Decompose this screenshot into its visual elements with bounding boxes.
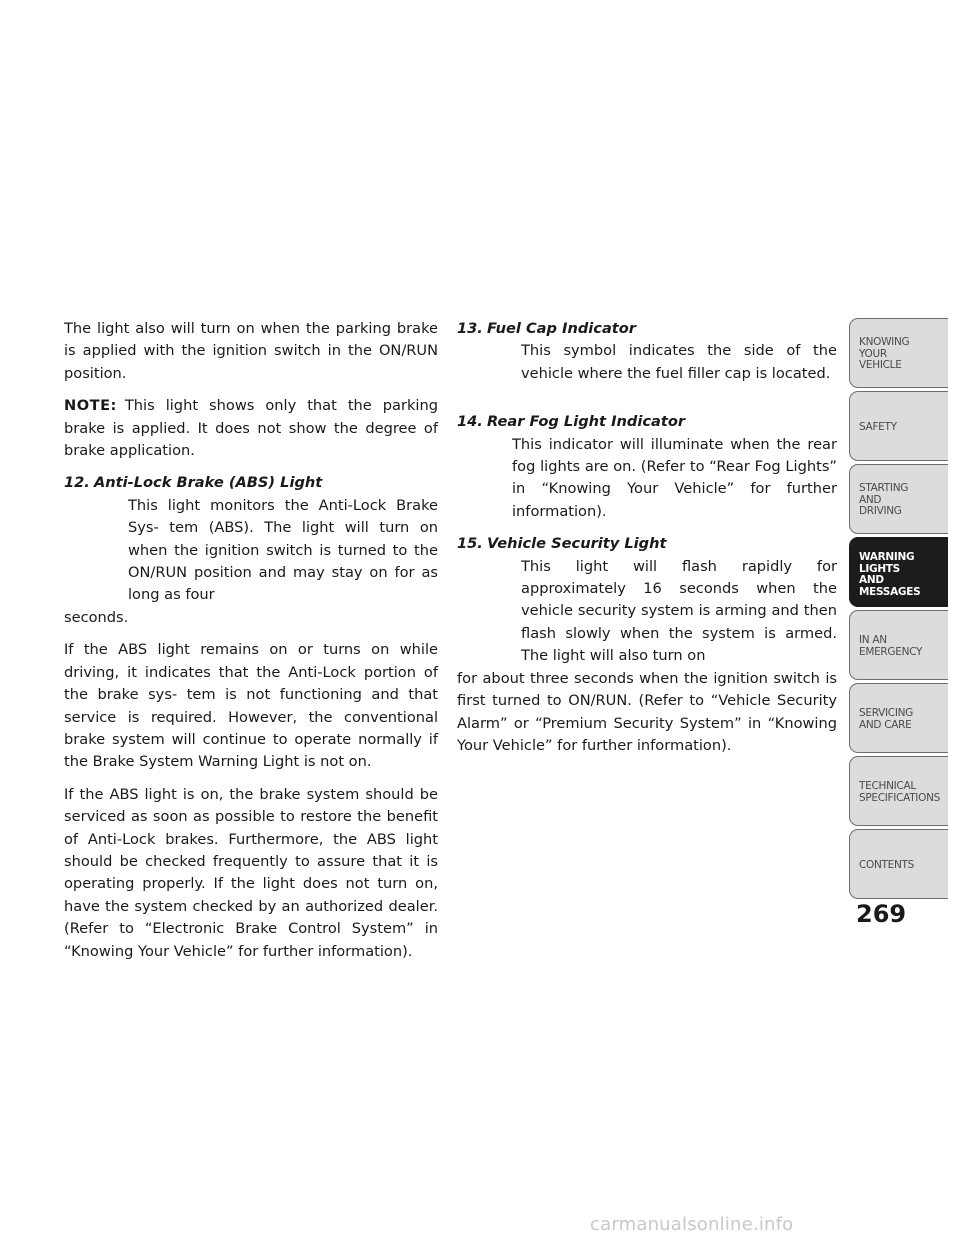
parking-brake-paragraph: The light also will turn on when the parking brake is applied with the ignition switch in the ON/RUN position. — [64, 320, 438, 382]
item-15-heading — [457, 533, 837, 555]
item-12-heading — [64, 472, 438, 494]
item-12-number: 12. — [64, 474, 90, 492]
item-13-body: This symbol indicates the side of the vehicle where the fuel filler cap is located. — [521, 342, 837, 382]
tab-knowing-your-vehicle[interactable]: KNOWING YOUR VEHICLE — [849, 318, 948, 388]
item-15-body: This light will flash rapidly for approximately 16 seconds when the vehicle security system is arming and then flash slowly when the system is armed. The light will also turn on — [521, 557, 837, 665]
abs-paragraph-1: If the ABS light remains on or turns on while driving, it indicates that the Anti-Lock portion of the brake sys- tem is not functioning and that service is required. However, the conventional brake system will continue to operate normally if the Brake System Warning Light is not on. — [64, 641, 438, 771]
chapter-tabs — [849, 318, 948, 902]
item-13-heading — [457, 318, 837, 340]
item-13-number: 13. — [457, 320, 483, 337]
tab-in-an-emergency[interactable]: IN AN EMERGENCY — [849, 610, 948, 680]
watermark: carmanualsonline.info — [590, 1214, 794, 1235]
note-text: This light shows only that the parking brake is applied. It does not show the degree of brake application. — [64, 397, 438, 460]
tab-starting-and-driving[interactable]: STARTING AND DRIVING — [849, 464, 948, 534]
note-label: NOTE: — [64, 397, 117, 415]
tab-safety[interactable]: SAFETY — [849, 391, 948, 461]
tab-technical-specifications[interactable]: TECHNICAL SPECIFICATIONS — [849, 756, 948, 826]
item-15-title: Vehicle Security Light — [487, 535, 667, 553]
left-column — [64, 318, 438, 973]
tab-contents[interactable]: CONTENTS — [849, 829, 948, 899]
item-13-title: Fuel Cap Indicator — [487, 320, 636, 337]
tab-warning-lights-and-messages[interactable]: WARNING LIGHTS AND MESSAGES — [849, 537, 948, 607]
item-15-tail: for about three seconds when the ignition switch is first turned to ON/RUN. (Refer to “Vehicle Security Alarm” or “Premium Security System” in “Knowing Your Vehicle” for further information). — [457, 669, 837, 754]
abs-paragraph-2: If the ABS light is on, the brake system should be serviced as soon as possible to restore the benefit of Anti-Lock brakes. Furthermore, the ABS light should be checked frequently to assure that it is operating properly. If the light does not turn on, have the system checked by an authorized dealer. (Refer to “Electronic Brake Control System” in “Knowing Your Vehicle” for further information). — [64, 785, 438, 960]
tab-servicing-and-care[interactable]: SERVICING AND CARE — [849, 683, 948, 753]
item-15-number: 15. — [457, 535, 483, 553]
item-12-title: Anti-Lock Brake (ABS) Light — [94, 474, 323, 492]
right-column — [457, 318, 837, 767]
item-14-number: 14. — [457, 413, 483, 431]
page-number: 269 — [856, 900, 907, 928]
item-12-body: This light monitors the Anti-Lock Brake Sys- tem (ABS). The light will turn on when the ignition switch is turned to the ON/RUN position and may stay on for as long as four — [128, 496, 438, 604]
item-12-tail: seconds. — [64, 608, 129, 626]
item-14-body: This indicator will illuminate when the rear fog lights are on. (Refer to “Rear Fog Lights” in “Knowing Your Vehicle” for further information). — [512, 435, 837, 520]
note-paragraph — [64, 395, 438, 462]
item-14-title: Rear Fog Light Indicator — [487, 413, 686, 431]
item-14-heading — [457, 411, 837, 433]
